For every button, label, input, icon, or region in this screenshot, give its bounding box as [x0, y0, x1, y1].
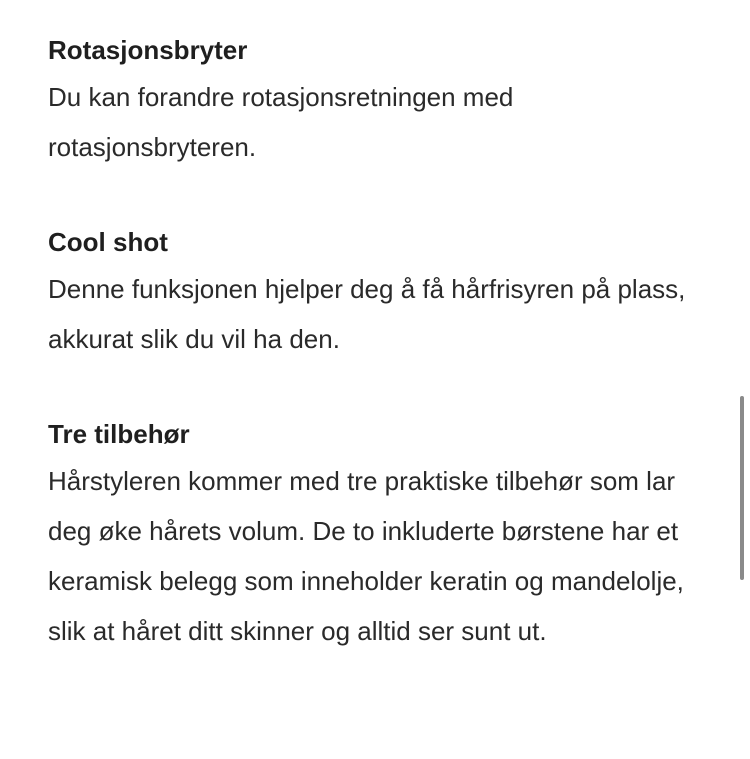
vertical-scrollbar[interactable] — [740, 396, 744, 580]
feature-heading: Cool shot — [48, 227, 168, 257]
feature-description: Du kan forandre rotasjonsretningen med rotasjonsbryteren. — [48, 82, 514, 162]
feature-three-accessories — [48, 412, 718, 656]
feature-heading: Rotasjonsbryter — [48, 35, 248, 65]
feature-description: Hårstyleren kommer med tre praktiske tilbehør som lar deg øke hårets volum. De to inkluderte børstene har et keramisk belegg som inneholder keratin og mandelolje, slik at håret ditt skinner og alltid ser sunt ut. — [48, 466, 684, 646]
feature-rotation-switch — [48, 28, 718, 172]
product-features — [48, 28, 718, 656]
feature-heading: Tre tilbehør — [48, 419, 190, 449]
feature-description: Denne funksjonen hjelper deg å få hårfrisyren på plass, akkurat slik du vil ha den. — [48, 274, 686, 354]
feature-cool-shot — [48, 220, 718, 364]
